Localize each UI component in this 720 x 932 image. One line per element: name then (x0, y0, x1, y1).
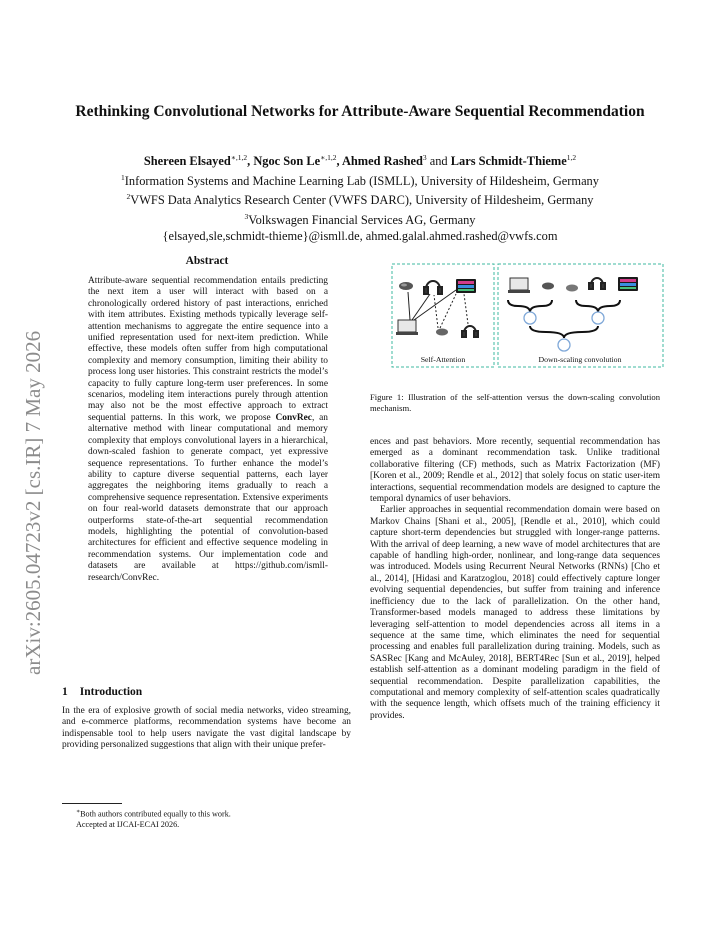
author-name: Ngoc Son Le (253, 154, 321, 169)
arxiv-stamp (6, 260, 52, 680)
section-heading (62, 686, 142, 698)
affiliation (60, 170, 660, 190)
author-names: Shereen Elsayed$^{∗,1,2}$, Ngoc Son $Le^{∗,1,2}$, Ahmed Rashed$^3$ and Lars Schmidt-Thieme$^{1,2}$ (143, 153, 577, 169)
down-scaling-label: Down-scaling convolution (538, 355, 622, 364)
abstract-text: Attribute-aware sequential recommendation entails predicting the next item a user will interact with based on a chronologically ordered history of past interactions, enriched with item attributes. Existing methods typically leverage self-attention mechanisms to aggregate the entire sequence into a unified representation used for next-item prediction. While effective, these models often suffer from high computational complexity and memory consumption, limiting their ability to process long user histories. This constraint restricts the model’s capacity to fully capture long-term user preferences. In some scenarios, modeling item interactions purely through attention may also not be the most effective approach to extract sequential patterns. In this work, we propose (88, 276, 328, 423)
mouse-icon (566, 285, 578, 292)
mouse-icon (436, 329, 448, 336)
author-sup: 3 (422, 153, 427, 162)
footnote: Accepted at IJCAI-ECAI 2026. (76, 819, 180, 829)
keyboard-icon (456, 279, 476, 293)
attention-arrows (408, 290, 468, 328)
intro-text-left (62, 706, 351, 752)
affiliation-text: Information Systems and Machine Learning Lab (ISMLL), University of Hildesheim, Germany (124, 173, 599, 188)
sequence-node (558, 339, 570, 351)
figure-1-illustration (390, 262, 665, 370)
headphones-icon (462, 326, 478, 337)
author-name: Shereen Elsayed (143, 154, 231, 169)
laptop-icon (396, 320, 418, 335)
intro-text-right (370, 437, 660, 722)
abstract-heading: Abstract (185, 255, 229, 267)
affiliation-sup: 1 (121, 172, 125, 182)
aggregated-node (524, 312, 536, 324)
laptop-icon (508, 278, 530, 293)
author-block (60, 150, 660, 244)
footnote-rule (62, 803, 122, 804)
mouse-icon (542, 283, 554, 290)
affiliation-text: VWFS Data Analytics Research Center (VWFS DARC), University of Hildesheim, Germany (130, 193, 594, 208)
section-title: Introduction (79, 686, 143, 698)
author-sup: 1,2 (566, 153, 577, 162)
section-number: 1 (62, 686, 68, 698)
paragraph: In the era of explosive growth of social media networks, video streaming, and e-commerce platforms, recommendation systems have become an indispensable tool to help users navigate the vast digital landscape by providing personalized suggestions that align with their unique prefer- (62, 706, 351, 751)
mouse-icon (399, 282, 413, 290)
affiliation-sup: 2 (126, 192, 131, 202)
self-attention-panel (392, 264, 494, 367)
paragraph: Earlier approaches in sequential recommendation domain were based on Markov Chains [Shani et al., 2005], [Rendle et al., 2010], which could capture short-term dependencies but struggled with longer-range patterns. With the arrival of deep learning, a new wave of model architectures that are capable of handling high-order, nonlinear, and long-range data sequences was introduced. Models using Recurrent Neural Networks (RNNs) [Cho et al., 2014], [Hidasi and Karatzoglou, 2018] could effectively capture longer evolving sequential dependencies, but suffer from training and inference inefficiency due to the lack of parallelization. On the other hand, Transformer-based models managed to address these limitations by leveraging self-attention to model dependencies across all items in a sequence at the same time, which eliminates the need for sequential processing and enables full parallelization during training. Models, such as SASRec [Kang and McAuley, 2018], BERT4Rec [Sun et al., 2019], helped establish self-attention as a dominant modeling paradigm in the field of sequential recommendation. Despite parallelization capabilities, the computational and memory complexity of self-attention scales quadratically with the sequence length, which offsets much of the training efficiency it provides. (370, 505, 660, 721)
brace-icon (508, 300, 620, 338)
footnote (76, 807, 346, 820)
figure-1 (390, 262, 665, 370)
author-name: Lars Schmidt-Thieme (450, 154, 567, 169)
footnote-mark: ∗ (76, 809, 81, 815)
author-conjunction: and (429, 154, 448, 169)
abstract-text: , an alternative method with linear computational and memory complexity that employs convolutional layers in a hierarchical, down-scaled fashion to generate compact, yet expressive sequence representations. To further enhance the model’s ability to capture diverse sequential patterns, each layer aggregates the neighboring items gradually to reach a comprehensive sequence representation. Extensive experiments on four real-world datasets demonstrate that our approach outperforms state-of-the-art sequential recommendation models, highlighting the potential of convolution-based architectures for efficient and effective sequence modeling in recommendation systems. Our implementation code and datasets are available at https://github.com/ismll-research/ConvRec. (88, 412, 328, 583)
email-list: {elsayed,sle,schmidt-thieme}@ismll.de, ahmed.galal.ahmed.rashed@vwfs.com (162, 228, 558, 243)
model-name: ConvRec (275, 412, 312, 423)
affiliation-sup: 3 (244, 211, 249, 221)
footnote-text: Both authors contributed equally to this work. (80, 809, 231, 819)
affiliation (60, 189, 660, 209)
affiliation (60, 209, 660, 229)
arxiv-id: arXiv:2605.04723v2 [cs.IR] 7 May 2026 (21, 330, 45, 675)
aggregated-node (592, 312, 604, 324)
abstract-body (88, 276, 328, 584)
author-sup: ∗,1,2 (320, 153, 337, 162)
figure-caption: Figure 1: Illustration of the self-attention versus the down-scaling convolution mechanism. (370, 392, 660, 413)
headphones-icon (589, 278, 605, 289)
affiliation-text: Volkswagen Financial Services AG, Germany (248, 213, 476, 227)
author-sup: ∗,1,2 (230, 153, 248, 162)
author-name: Ahmed Rashed (341, 154, 423, 169)
paper-title: Rethinking Convolutional Networks for Attribute-Aware Sequential Recommendation (75, 103, 645, 120)
footnotes (76, 807, 346, 830)
self-attention-label: Self-Attention (420, 355, 466, 364)
paragraph: ences and past behaviors. More recently, sequential recommendation has emerged as a dominant recommendation task. Unlike traditional collaborative filtering (CF) methods, such as Matrix Factorization (MF) [Koren et al., 2009; Rendle et al., 2012] that solely focus on static user-item interactions, sequential recommendation models are designed to capture the temporal dynamics of user behaviors. (370, 437, 660, 505)
headphones-icon (424, 281, 442, 294)
keyboard-icon (618, 277, 638, 291)
